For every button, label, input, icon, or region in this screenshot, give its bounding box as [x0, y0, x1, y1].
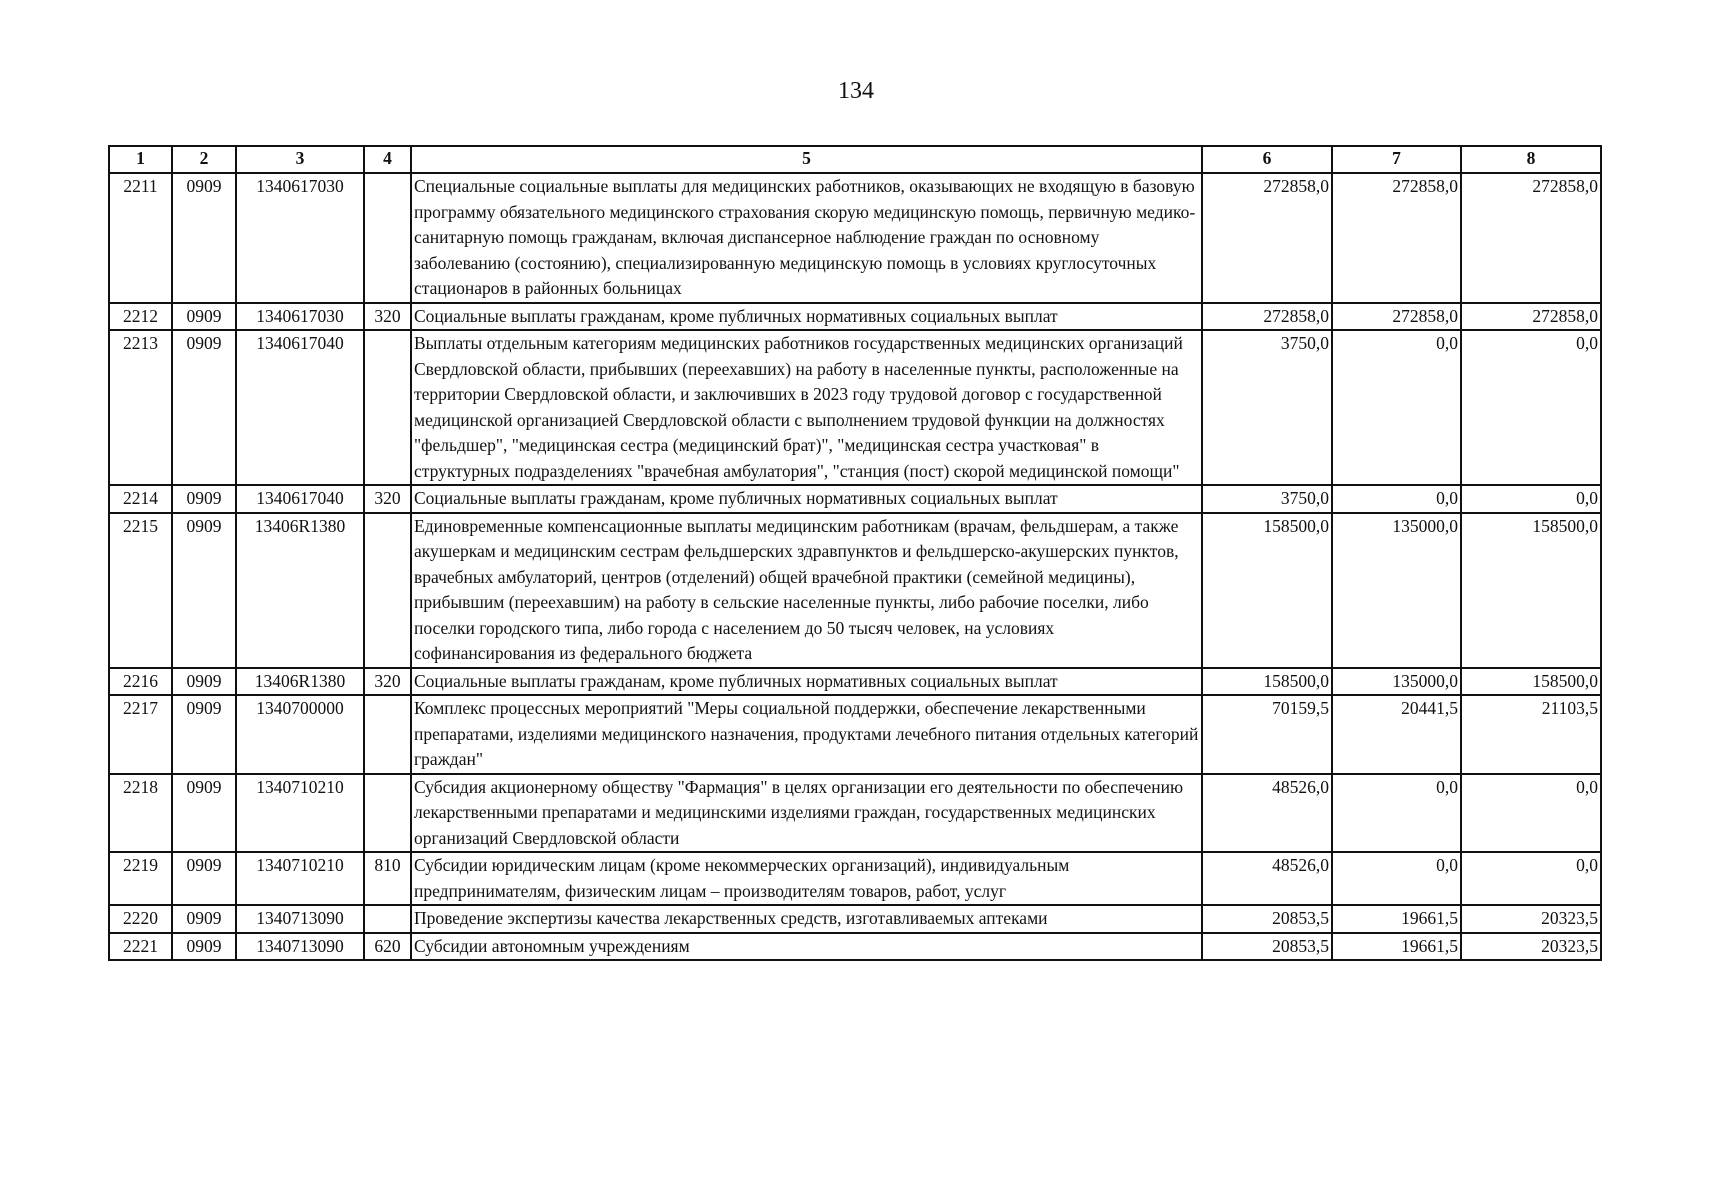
amount-year1-cell: 20853,5 — [1202, 933, 1332, 961]
table-row — [109, 330, 1601, 485]
amount-year3-cell: 20323,5 — [1461, 905, 1601, 933]
table-row — [109, 695, 1601, 774]
column-header: 7 — [1332, 146, 1461, 173]
section-code-cell: 0909 — [172, 852, 236, 905]
target-code-cell: 1340617040 — [236, 330, 364, 485]
description-cell: Социальные выплаты гражданам, кроме публичных нормативных социальных выплат — [411, 303, 1202, 331]
table-row — [109, 485, 1601, 513]
column-header: 6 — [1202, 146, 1332, 173]
amount-year2-cell: 19661,5 — [1332, 905, 1461, 933]
table-row — [109, 933, 1601, 961]
amount-year3-cell: 0,0 — [1461, 774, 1601, 853]
amount-year3-cell: 158500,0 — [1461, 668, 1601, 696]
amount-year3-cell: 21103,5 — [1461, 695, 1601, 774]
amount-year1-cell: 272858,0 — [1202, 173, 1332, 303]
description-cell: Субсидия акционерному обществу "Фармация" в целях организации его деятельности по обеспечению лекарственными препаратами и медицинскими изделиями граждан, государственных медицинских организаций Свердловской области — [411, 774, 1202, 853]
row-number-cell: 2214 — [109, 485, 172, 513]
amount-year3-cell: 0,0 — [1461, 330, 1601, 485]
table-row — [109, 513, 1601, 668]
target-code-cell: 1340617040 — [236, 485, 364, 513]
amount-year2-cell: 272858,0 — [1332, 173, 1461, 303]
description-cell: Проведение экспертизы качества лекарственных средств, изготавливаемых аптеками — [411, 905, 1202, 933]
amount-year1-cell: 158500,0 — [1202, 668, 1332, 696]
amount-year2-cell: 272858,0 — [1332, 303, 1461, 331]
target-code-cell: 1340710210 — [236, 852, 364, 905]
column-header: 1 — [109, 146, 172, 173]
column-header: 3 — [236, 146, 364, 173]
column-header: 5 — [411, 146, 1202, 173]
amount-year1-cell: 48526,0 — [1202, 774, 1332, 853]
amount-year2-cell: 135000,0 — [1332, 668, 1461, 696]
target-code-cell: 1340700000 — [236, 695, 364, 774]
page-number: 134 — [838, 78, 874, 104]
row-number-cell: 2215 — [109, 513, 172, 668]
section-code-cell: 0909 — [172, 933, 236, 961]
target-code-cell: 1340713090 — [236, 933, 364, 961]
target-code-cell: 13406R1380 — [236, 668, 364, 696]
expense-type-cell — [364, 173, 411, 303]
expense-type-cell: 320 — [364, 485, 411, 513]
section-code-cell: 0909 — [172, 303, 236, 331]
description-cell: Социальные выплаты гражданам, кроме публичных нормативных социальных выплат — [411, 485, 1202, 513]
description-cell: Единовременные компенсационные выплаты медицинским работникам (врачам, фельдшерам, а также акушеркам и медицинским сестрам фельдшерских здравпунктов и фельдшерско-акушерских пунктов, врачебных амбулаторий, центров (отделений) общей врачебной практики (семейной медицины), прибывшим (переехавшим) на работу в сельские населенные пункты, либо рабочие поселки, либо поселки городского типа, либо города с населением до 50 тысяч человек, на условиях софинансирования из федерального бюджета — [411, 513, 1202, 668]
amount-year1-cell: 20853,5 — [1202, 905, 1332, 933]
amount-year1-cell: 48526,0 — [1202, 852, 1332, 905]
amount-year2-cell: 0,0 — [1332, 852, 1461, 905]
column-header: 8 — [1461, 146, 1601, 173]
section-code-cell: 0909 — [172, 774, 236, 853]
amount-year1-cell: 3750,0 — [1202, 330, 1332, 485]
amount-year2-cell: 0,0 — [1332, 774, 1461, 853]
expense-type-cell: 320 — [364, 668, 411, 696]
target-code-cell: 1340617030 — [236, 173, 364, 303]
amount-year3-cell: 272858,0 — [1461, 303, 1601, 331]
expense-type-cell: 320 — [364, 303, 411, 331]
amount-year1-cell: 272858,0 — [1202, 303, 1332, 331]
description-cell: Специальные социальные выплаты для медицинских работников, оказывающих не входящую в базовую программу обязательного медицинского страхования скорую медицинскую помощь, первичную медико-санитарную помощь гражданам, включая диспансерное наблюдение граждан по основному заболеванию (состоянию), специализированную медицинскую помощь в условиях круглосуточных стационаров в районных больницах — [411, 173, 1202, 303]
row-number-cell: 2211 — [109, 173, 172, 303]
expense-type-cell — [364, 330, 411, 485]
table-body — [109, 173, 1601, 960]
row-number-cell: 2212 — [109, 303, 172, 331]
header-row — [109, 146, 1601, 173]
amount-year3-cell: 158500,0 — [1461, 513, 1601, 668]
amount-year2-cell: 0,0 — [1332, 485, 1461, 513]
description-cell: Социальные выплаты гражданам, кроме публичных нормативных социальных выплат — [411, 668, 1202, 696]
amount-year1-cell: 70159,5 — [1202, 695, 1332, 774]
amount-year3-cell: 0,0 — [1461, 485, 1601, 513]
table-row — [109, 852, 1601, 905]
row-number-cell: 2218 — [109, 774, 172, 853]
row-number-cell: 2217 — [109, 695, 172, 774]
column-header: 2 — [172, 146, 236, 173]
expense-type-cell — [364, 513, 411, 668]
row-number-cell: 2219 — [109, 852, 172, 905]
amount-year2-cell: 0,0 — [1332, 330, 1461, 485]
target-code-cell: 1340617030 — [236, 303, 364, 331]
amount-year3-cell: 272858,0 — [1461, 173, 1601, 303]
description-cell: Комплекс процессных мероприятий "Меры социальной поддержки, обеспечение лекарственными препаратами, изделиями медицинского назначения, продуктами лечебного питания отдельных категорий граждан" — [411, 695, 1202, 774]
description-cell: Субсидии автономным учреждениям — [411, 933, 1202, 961]
expense-type-cell — [364, 695, 411, 774]
table-row — [109, 905, 1601, 933]
amount-year1-cell: 158500,0 — [1202, 513, 1332, 668]
expense-type-cell — [364, 774, 411, 853]
amount-year2-cell: 135000,0 — [1332, 513, 1461, 668]
section-code-cell: 0909 — [172, 485, 236, 513]
expense-type-cell — [364, 905, 411, 933]
table-row — [109, 303, 1601, 331]
column-header: 4 — [364, 146, 411, 173]
table-row — [109, 774, 1601, 853]
section-code-cell: 0909 — [172, 668, 236, 696]
section-code-cell: 0909 — [172, 695, 236, 774]
expense-type-cell: 810 — [364, 852, 411, 905]
row-number-cell: 2216 — [109, 668, 172, 696]
section-code-cell: 0909 — [172, 513, 236, 668]
expense-type-cell: 620 — [364, 933, 411, 961]
description-cell: Выплаты отдельным категориям медицинских работников государственных медицинских организаций Свердловской области, прибывших (переехавших) на работу в населенные пункты, расположенные на территории Свердловской области, и заключивших в 2023 году трудовой договор с государственной медицинской организацией Свердловской области с выполнением трудовой функции на должностях "фельдшер", "медицинская сестра (медицинский брат)", "медицинская сестра участковая" в структурных подразделениях "врачебная амбулатория", "станция (пост) скорой медицинской помощи" — [411, 330, 1202, 485]
target-code-cell: 1340713090 — [236, 905, 364, 933]
target-code-cell: 1340710210 — [236, 774, 364, 853]
table-row — [109, 173, 1601, 303]
table-row — [109, 668, 1601, 696]
budget-table — [108, 145, 1602, 961]
amount-year3-cell: 20323,5 — [1461, 933, 1601, 961]
amount-year3-cell: 0,0 — [1461, 852, 1601, 905]
table-header — [109, 146, 1601, 173]
section-code-cell: 0909 — [172, 905, 236, 933]
section-code-cell: 0909 — [172, 330, 236, 485]
section-code-cell: 0909 — [172, 173, 236, 303]
description-cell: Субсидии юридическим лицам (кроме некоммерческих организаций), индивидуальным предпринимателям, физическим лицам – производителям товаров, работ, услуг — [411, 852, 1202, 905]
amount-year2-cell: 19661,5 — [1332, 933, 1461, 961]
amount-year1-cell: 3750,0 — [1202, 485, 1332, 513]
row-number-cell: 2221 — [109, 933, 172, 961]
row-number-cell: 2213 — [109, 330, 172, 485]
target-code-cell: 13406R1380 — [236, 513, 364, 668]
amount-year2-cell: 20441,5 — [1332, 695, 1461, 774]
row-number-cell: 2220 — [109, 905, 172, 933]
